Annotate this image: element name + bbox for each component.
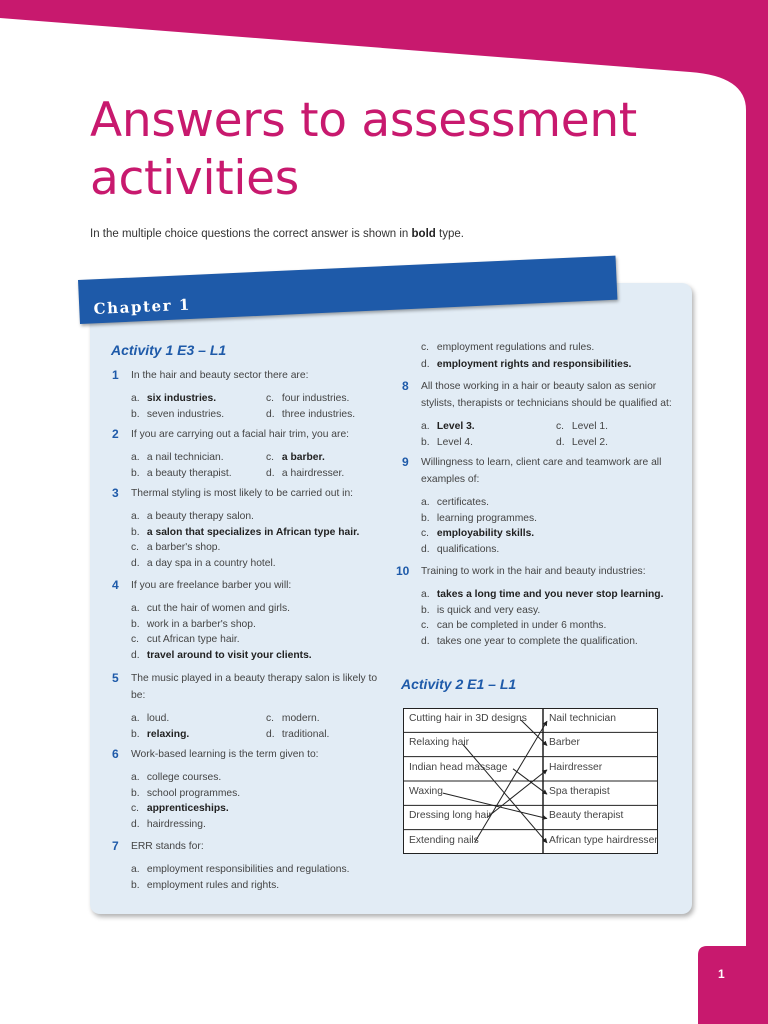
option-text: six industries.: [146, 393, 217, 404]
question-text: Work-based learning is the term given to:: [131, 749, 319, 760]
option-text: a beauty therapist.: [146, 467, 232, 479]
option-letter: b.: [131, 618, 140, 630]
question-text: Thermal styling is most likely to be carried out in:: [131, 488, 354, 499]
answer-option: [421, 603, 681, 619]
match-right-item: Hairdresser: [549, 761, 603, 773]
answer-option: [421, 495, 681, 511]
answer-option: [131, 450, 266, 466]
question-7: [112, 838, 391, 893]
question-number: 4: [112, 578, 119, 592]
question-text: stylists, therapists or technicians should be qualified at:: [421, 398, 672, 409]
option-text: can be completed in under 6 months.: [436, 620, 607, 631]
option-text: employment regulations and rules.: [436, 342, 595, 353]
question-number: 3: [112, 486, 119, 500]
option-letter: d.: [131, 818, 140, 830]
option-text: work in a barber's shop.: [146, 618, 256, 630]
option-letter: a.: [131, 393, 140, 404]
answer-option: [266, 391, 401, 407]
option-letter: c.: [131, 634, 140, 645]
answer-option: [131, 525, 391, 541]
option-text: loud.: [146, 713, 170, 724]
option-text: Level 2.: [571, 436, 608, 448]
option-text: a hairdresser.: [281, 467, 345, 479]
option-letter: b.: [421, 512, 430, 524]
option-text: modern.: [281, 713, 320, 724]
option-text: seven industries.: [146, 408, 225, 420]
question-text: Training to work in the hair and beauty industries:: [421, 566, 646, 577]
question-number: 9: [402, 455, 409, 469]
answer-option: [131, 727, 266, 743]
match-left-item: Waxing: [409, 786, 443, 797]
option-letter: a.: [131, 772, 140, 783]
activity-2-title: Activity 2 E1 – L1: [401, 676, 517, 692]
answer-option: [131, 407, 266, 423]
option-text: three industries.: [281, 408, 356, 420]
match-left-item: Indian head massage: [409, 761, 508, 773]
answer-option: [131, 617, 391, 633]
intro-after: type.: [435, 228, 464, 240]
option-letter: b.: [131, 879, 140, 891]
option-letter: a.: [131, 452, 140, 463]
option-text: Level 1.: [571, 421, 608, 432]
answer-option: [556, 435, 691, 451]
answer-option: [131, 786, 391, 802]
option-letter: c.: [131, 542, 140, 553]
option-text: employment rights and responsibilities.: [436, 359, 632, 370]
option-letter: d.: [421, 359, 430, 370]
question-1: [112, 367, 401, 422]
option-letter: a.: [131, 713, 140, 724]
option-text: certificates.: [436, 497, 489, 508]
answer-option: [131, 648, 391, 664]
question-text: The music played in a beauty therapy salon is likely to: [131, 673, 378, 684]
match-right-item: Nail technician: [549, 713, 616, 724]
answer-option: [556, 419, 691, 435]
option-text: employability skills.: [436, 528, 535, 539]
question-2: [112, 426, 401, 481]
title-line-1: Answers to assessment: [90, 93, 637, 148]
option-text: employment responsibilities and regulations.: [146, 864, 350, 875]
answer-option: [131, 770, 391, 786]
option-letter: c.: [131, 803, 140, 814]
question-4: [112, 577, 391, 663]
option-letter: b.: [131, 728, 140, 740]
option-letter: b.: [131, 526, 140, 538]
question-number: 10: [396, 564, 410, 578]
option-letter: b.: [131, 787, 140, 799]
answer-options: [421, 419, 691, 450]
option-text: takes a long time and you never stop learning.: [436, 589, 664, 600]
page-title: [90, 92, 637, 208]
answer-option: [266, 727, 401, 743]
option-letter: d.: [421, 635, 430, 647]
answer-options: [131, 770, 391, 832]
question-text: All those working in a hair or beauty salon as senior: [421, 381, 657, 392]
answer-option: [266, 466, 401, 482]
option-text: a barber.: [281, 452, 325, 463]
answer-option: [131, 509, 391, 525]
option-letter: b.: [421, 436, 430, 448]
match-left-item: Extending nails: [409, 834, 479, 846]
question-number: 6: [112, 747, 119, 761]
option-text: traditional.: [281, 728, 330, 740]
option-letter: c.: [421, 528, 430, 539]
question-number: 5: [112, 671, 119, 685]
answer-option: [131, 601, 391, 617]
answer-option: [131, 391, 266, 407]
answer-options: [421, 587, 681, 649]
match-right-item: Beauty therapist: [549, 810, 624, 822]
chapter-label: Chapter 1: [93, 295, 192, 318]
option-text: hairdressing.: [146, 818, 206, 830]
question-8: [402, 378, 691, 450]
option-letter: b.: [421, 604, 430, 616]
answer-option: [266, 407, 401, 423]
option-text: takes one year to complete the qualification.: [436, 635, 638, 647]
option-text: four industries.: [281, 393, 350, 404]
answer-option: [131, 556, 391, 572]
option-letter: d.: [421, 543, 430, 555]
question-number: 1: [112, 368, 119, 382]
answer-option: [266, 711, 401, 727]
answer-option: [421, 339, 594, 356]
question-text: Willingness to learn, client care and teamwork are all: [421, 457, 662, 468]
option-letter: d.: [131, 649, 140, 661]
option-letter: a.: [421, 589, 430, 600]
answer-option: [421, 526, 681, 542]
matching-table: [403, 708, 658, 854]
match-right-item: Spa therapist: [549, 786, 610, 797]
question-5: [112, 670, 401, 742]
question-number: 2: [112, 427, 119, 441]
answer-option: [131, 878, 391, 894]
option-letter: d.: [266, 467, 275, 479]
answer-option: [131, 632, 391, 648]
option-text: Level 4.: [436, 436, 473, 448]
matching-grid: [403, 708, 658, 854]
match-right-item: Barber: [549, 737, 580, 749]
option-text: college courses.: [146, 772, 222, 783]
match-left-item: Cutting hair in 3D designs: [409, 713, 527, 724]
answer-option: [421, 435, 556, 451]
answer-option: [131, 540, 391, 556]
answer-options: [131, 450, 401, 481]
answer-option: [421, 542, 681, 558]
option-letter: a.: [421, 421, 430, 432]
question-number: 7: [112, 839, 119, 853]
option-letter: c.: [421, 342, 430, 353]
match-right-item: African type hairdresser: [549, 834, 658, 846]
option-letter: a.: [131, 511, 140, 522]
answer-options: [131, 509, 391, 571]
intro-before: In the multiple choice questions the correct answer is shown in: [90, 228, 412, 240]
option-text: a nail technician.: [146, 452, 224, 463]
option-letter: a.: [131, 603, 140, 614]
page-number: 1: [718, 967, 725, 981]
answer-option: [131, 817, 391, 833]
option-letter: a.: [131, 864, 140, 875]
answer-option: [421, 419, 556, 435]
match-left-item: Relaxing hair: [409, 737, 470, 749]
option-letter: d.: [131, 557, 140, 569]
intro-bold: bold: [411, 228, 436, 240]
option-letter: c.: [556, 421, 565, 432]
option-text: a barber's shop.: [146, 542, 221, 553]
question-text: If you are freelance barber you will:: [131, 580, 292, 591]
answer-option: [421, 618, 681, 634]
answer-options: [421, 495, 681, 557]
option-text: a salon that specializes in African type hair.: [146, 526, 360, 538]
question-text: In the hair and beauty sector there are:: [131, 370, 309, 381]
answer-option: [131, 801, 391, 817]
option-text: Level 3.: [436, 421, 475, 432]
title-line-2: activities: [90, 151, 299, 206]
option-text: cut the hair of women and girls.: [146, 603, 290, 614]
option-text: qualifications.: [436, 543, 500, 555]
option-letter: a.: [421, 497, 430, 508]
option-text: employment rules and rights.: [146, 879, 280, 891]
question-10: [396, 563, 681, 649]
question-6: [112, 746, 391, 832]
answer-options: [131, 862, 391, 893]
match-left-item: Dressing long hair: [409, 810, 492, 822]
option-text: apprenticeships.: [146, 803, 229, 814]
answer-option: [421, 634, 681, 650]
option-letter: b.: [131, 467, 140, 479]
question-text: If you are carrying out a facial hair trim, you are:: [131, 429, 350, 440]
option-letter: c.: [266, 393, 275, 404]
answer-option: [421, 587, 681, 603]
question-number: 8: [402, 379, 409, 393]
option-text: travel around to visit your clients.: [146, 649, 312, 661]
answer-options: [131, 391, 401, 422]
intro-text: [90, 228, 464, 240]
activity-1-title: Activity 1 E3 – L1: [111, 342, 227, 358]
answer-option: [131, 466, 266, 482]
option-letter: d.: [266, 408, 275, 420]
option-letter: d.: [266, 728, 275, 740]
answer-options: [131, 711, 401, 742]
question-text: examples of:: [421, 474, 480, 485]
answer-options: [131, 601, 391, 663]
answer-option: [266, 450, 401, 466]
option-letter: b.: [131, 408, 140, 420]
option-letter: c.: [266, 452, 275, 463]
option-letter: c.: [266, 713, 275, 724]
option-letter: c.: [421, 620, 430, 631]
question-3: [112, 485, 391, 571]
option-text: a beauty therapy salon.: [146, 511, 254, 522]
answer-option: [131, 862, 391, 878]
question-text: ERR stands for:: [131, 841, 204, 852]
question-text: be:: [131, 690, 146, 701]
answer-option: [421, 356, 631, 373]
option-text: relaxing.: [146, 728, 190, 740]
option-text: school programmes.: [146, 787, 241, 799]
option-letter: d.: [556, 436, 565, 448]
option-text: cut African type hair.: [146, 634, 240, 645]
question-9: [402, 454, 681, 557]
answer-option: [421, 511, 681, 527]
option-text: learning programmes.: [436, 512, 538, 524]
option-text: a day spa in a country hotel.: [146, 557, 276, 569]
option-text: is quick and very easy.: [436, 604, 541, 616]
answer-option: [131, 711, 266, 727]
